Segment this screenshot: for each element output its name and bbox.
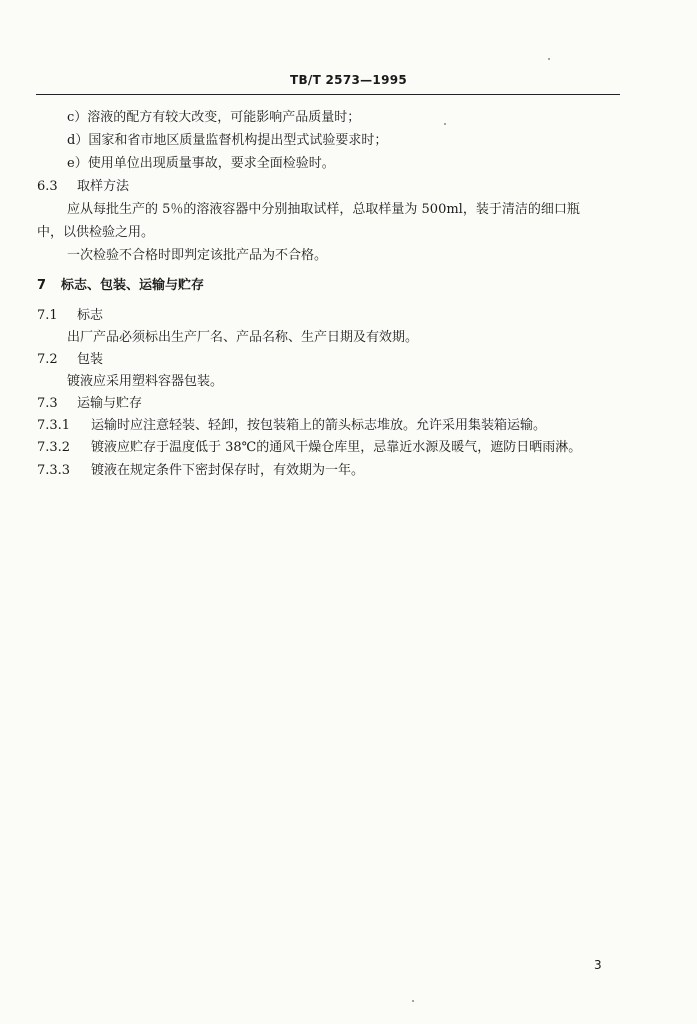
section-title: 包装: [77, 352, 104, 367]
section-number: 7.3.1: [37, 418, 71, 433]
standard-code-header: TB/T 2573—1995: [289, 73, 408, 87]
scan-speck: [444, 123, 446, 125]
section-text: 镀液在规定条件下密封保存时，有效期为一年。: [91, 463, 365, 478]
section-6-3-paragraph-line-2: 中，以供检验之用。: [37, 225, 155, 240]
section-7-1-text: 出厂产品必须标出生产厂名、产品名称、生产日期及有效期。: [67, 330, 419, 345]
section-number: 7.3.3: [37, 463, 71, 478]
scan-speck: [548, 58, 550, 60]
page-number: 3: [594, 958, 602, 972]
section-title: 标志: [77, 308, 104, 323]
section-7-3-heading: [37, 396, 142, 412]
scan-speck: [412, 1000, 414, 1002]
section-title: 标志、包装、运输与贮存: [61, 278, 205, 293]
list-item-d: d）国家和省市地区质量监督机构提出型式试验要求时；: [67, 133, 388, 148]
section-title: 取样方法: [77, 179, 130, 194]
section-7-heading: [37, 278, 204, 294]
section-6-3-heading: [37, 179, 129, 195]
section-number: 7.1: [37, 308, 58, 323]
section-title: 运输与贮存: [77, 396, 143, 411]
section-7-2-text: 镀液应采用塑料容器包装。: [67, 374, 224, 389]
section-7-1-heading: [37, 308, 103, 324]
section-7-3-1: [37, 418, 546, 434]
section-number: 6.3: [37, 179, 58, 194]
list-item-e: e）使用单位出现质量事故，要求全面检验时。: [67, 156, 335, 171]
section-number: 7: [37, 278, 47, 293]
section-7-2-heading: [37, 352, 103, 368]
list-item-c: c）溶液的配方有较大改变，可能影响产品质量时；: [67, 110, 361, 125]
section-number: 7.3: [37, 396, 58, 411]
section-6-3-paragraph-2: 一次检验不合格时即判定该批产品为不合格。: [67, 248, 328, 263]
section-text: 镀液应贮存于温度低于 38℃的通风干燥仓库里，忌靠近水源及暖气，遮防日晒雨淋。: [91, 440, 582, 455]
section-text: 运输时应注意轻装、轻卸，按包装箱上的箭头标志堆放。允许采用集装箱运输。: [91, 418, 547, 433]
section-number: 7.3.2: [37, 440, 71, 455]
section-number: 7.2: [37, 352, 58, 367]
header-rule: [36, 94, 620, 95]
section-7-3-2: [37, 440, 581, 456]
section-6-3-paragraph-line-1: 应从每批生产的 5％的溶液容器中分别抽取试样，总取样量为 500ml，装于清洁的细口瓶: [67, 202, 580, 217]
section-7-3-3: [37, 463, 364, 479]
